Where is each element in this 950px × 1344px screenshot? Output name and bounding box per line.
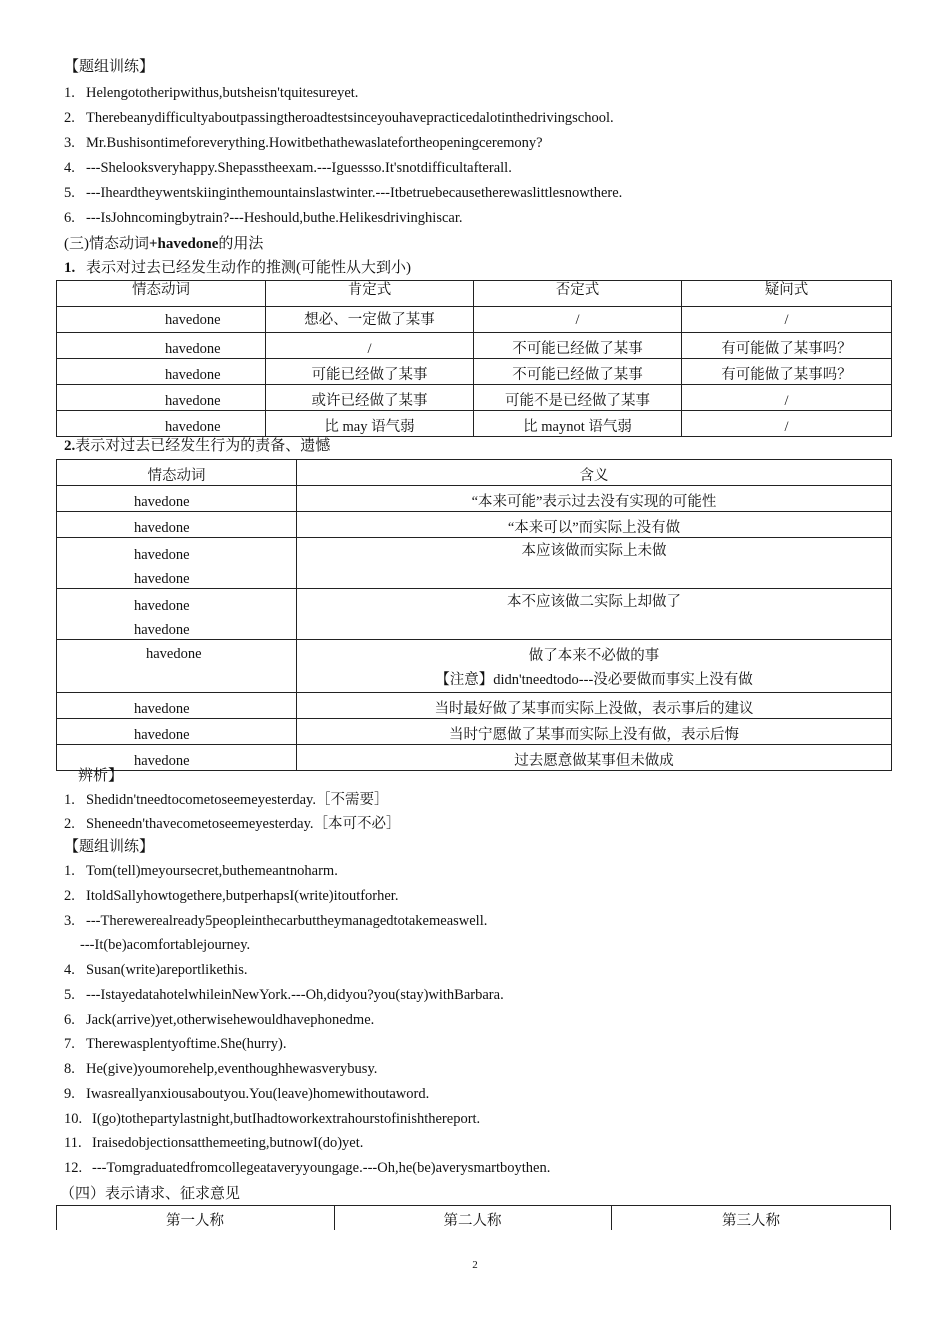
item-number: 2. (64, 110, 75, 126)
table-cell: havedone (57, 307, 266, 333)
item-number: 2. (64, 816, 75, 832)
table-cell: havedone (57, 745, 297, 771)
item-number: 4. (64, 962, 75, 978)
table-header-cell: 情态动词 (57, 460, 297, 486)
item-text: Shedidn'tneedtocometoseemeyesterday.［不需要］ (86, 792, 389, 808)
sub-heading-text: 表示对过去已经发生行为的责备、遗憾 (75, 438, 331, 454)
sub-heading-2 (64, 437, 330, 455)
item-text: Sheneedn'thavecometoseemeyesterday.［本可不必］ (86, 816, 401, 832)
list-item (64, 815, 401, 833)
table-cell (297, 640, 892, 693)
table-row (57, 512, 892, 538)
note-line: 【注意】didn'tneedtodo---没必要做而事实上没有做 (435, 672, 753, 688)
speculation-table (56, 280, 892, 437)
cell-line: havedone (134, 571, 190, 587)
item-number: 3. (64, 913, 75, 929)
list-item (64, 887, 398, 905)
cell-line: havedone (134, 547, 190, 563)
item-text: ---It(be)acomfortablejourney. (80, 937, 251, 953)
item-number: 2. (64, 888, 75, 904)
list-item (64, 1134, 363, 1152)
table-cell: 有可能做了某事吗？ (682, 359, 892, 385)
table-row (57, 719, 892, 745)
list-item (64, 1085, 429, 1103)
list-item (64, 184, 622, 202)
item-text: ItoldSallyhowtogethere,butperhapsI(write)itoutforher. (86, 888, 399, 904)
list-item (64, 1035, 287, 1053)
section-3-title-part: +havedone (149, 236, 219, 252)
analysis-title: 辨析】 (78, 768, 124, 784)
table-header-cell: 情态动词 (57, 281, 266, 307)
item-number: 1. (64, 85, 75, 101)
item-text: ---Therewerealready5peopleinthecarbuttheymanagedtotakemeaswell. (86, 913, 488, 929)
item-number: 6. (64, 1012, 75, 1028)
table-header-cell: 否定式 (474, 281, 682, 307)
list-item (64, 159, 512, 177)
table-row (57, 307, 892, 333)
list-item (64, 84, 358, 102)
list-item (64, 109, 614, 127)
table-cell: havedone (57, 512, 297, 538)
section-3-title-part: 的用法 (218, 236, 264, 252)
item-text: Therewasplentyoftime.She(hurry). (86, 1036, 287, 1052)
item-text: ---IsJohncomingbytrain?---Heshould,buthe.Helikesdrivinghiscar. (86, 210, 463, 226)
table-cell: / (266, 333, 474, 359)
table-cell: / (682, 385, 892, 411)
table-cell: / (682, 411, 892, 437)
item-text: Jack(arrive)yet,otherwisehewouldhavephonedme. (86, 1012, 375, 1028)
item-text: I(go)tothepartylastnight,butIhadtoworkextrahourstofinishthereport. (92, 1111, 481, 1127)
table-row (57, 693, 892, 719)
table-cell (57, 538, 297, 589)
table-header-cell: 疑问式 (682, 281, 892, 307)
table-cell: 当时宁愿做了某事而实际上没有做，表示后悔 (297, 719, 892, 745)
item-number: 12. (64, 1160, 83, 1176)
sub-heading-number: 1. (64, 260, 76, 276)
table-cell: havedone (57, 640, 297, 693)
table-cell: 不可能已经做了某事 (474, 333, 682, 359)
list-item (64, 1159, 550, 1177)
table-cell: / (474, 307, 682, 333)
page-number: 2 (472, 1259, 478, 1271)
item-number: 7. (64, 1036, 75, 1052)
table-header-cell: 肯定式 (266, 281, 474, 307)
table-cell: 可能不是已经做了某事 (474, 385, 682, 411)
table-cell: 本应该做而实际上未做 (297, 538, 892, 589)
table-row (57, 385, 892, 411)
table-row (57, 333, 892, 359)
table-header-cell: 第三人称 (722, 1213, 780, 1229)
table-cell: havedone (57, 411, 266, 437)
table-cell: “本来可以”而实际上没有做 (297, 512, 892, 538)
item-number: 4. (64, 160, 75, 176)
drill-1-title: 【题组训练】 (64, 59, 155, 75)
item-number: 11. (64, 1135, 82, 1151)
item-number: 9. (64, 1086, 75, 1102)
item-number: 8. (64, 1061, 75, 1077)
table-header-cell: 第一人称 (166, 1213, 224, 1229)
table-row (57, 411, 892, 437)
regret-table (56, 459, 892, 771)
item-text: ---IstayedatahotelwhileinNewYork.---Oh,didyou?you(stay)withBarbara. (86, 987, 504, 1003)
list-item (64, 1060, 377, 1078)
table-cell: havedone (57, 385, 266, 411)
item-text: Helengototheripwithus,butsheisn'tquitesureyet. (86, 85, 359, 101)
list-item (64, 1110, 480, 1128)
table-cell: havedone (57, 486, 297, 512)
list-item (64, 912, 487, 930)
list-item (64, 986, 504, 1004)
table-cell: 或许已经做了某事 (266, 385, 474, 411)
item-number: 1. (64, 863, 75, 879)
item-number: 10. (64, 1111, 83, 1127)
cell-line: havedone (134, 622, 190, 638)
table-cell: 想必、一定做了某事 (266, 307, 474, 333)
table-cell: havedone (57, 693, 297, 719)
table-header-row (57, 281, 892, 307)
section-3-title (64, 235, 263, 253)
table-cell: havedone (57, 333, 266, 359)
item-text: Tom(tell)meyoursecret,buthemeantnoharm. (86, 863, 338, 879)
item-text: He(give)youmorehelp,eventhoughhewasverybusy. (86, 1061, 378, 1077)
drill-2-title: 【题组训练】 (64, 839, 155, 855)
item-number: 1. (64, 792, 75, 808)
item-number: 5. (64, 185, 75, 201)
table-row (57, 538, 892, 589)
table-cell: 比 maynot 语气弱 (474, 411, 682, 437)
table-cell: havedone (57, 359, 266, 385)
item-text: Therebeanydifficultyaboutpassingtheroadtestsinceyouhavepracticedalotinthedrivingschool. (86, 110, 614, 126)
item-text: Iraisedobjectionsatthemeeting,butnowI(do)yet. (92, 1135, 364, 1151)
sub-heading-number: 2. (64, 438, 76, 454)
item-number: 3. (64, 135, 75, 151)
table-cell: 当时最好做了某事而实际上没做，表示事后的建议 (297, 693, 892, 719)
table-cell: 过去愿意做某事但未做成 (297, 745, 892, 771)
table-cell: 比 may 语气弱 (266, 411, 474, 437)
list-item (64, 862, 338, 880)
table-row (57, 486, 892, 512)
table-row (57, 745, 892, 771)
table-cell: havedone (57, 719, 297, 745)
list-item (64, 134, 543, 152)
table-cell: “本来可能”表示过去没有实现的可能性 (297, 486, 892, 512)
list-item (64, 961, 247, 979)
item-text: ---Tomgraduatedfromcollegeataveryyoungage.---Oh,he(be)averysmartboythen. (92, 1160, 551, 1176)
item-number: 5. (64, 987, 75, 1003)
item-text: Iwasreallyanxiousaboutyou.You(leave)homewithoutaword. (86, 1086, 430, 1102)
table-header-cell: 第二人称 (443, 1213, 502, 1229)
table-header-row (57, 460, 892, 486)
table-cell: 本不应该做二实际上却做了 (297, 589, 892, 640)
item-text: Susan(write)areportlikethis. (86, 962, 248, 978)
sub-heading-text: 表示对过去已经发生动作的推测(可能性从大到小) (86, 260, 411, 276)
cell-line: havedone (134, 598, 190, 614)
item-text: ---Iheardtheywentskiinginthemountainslastwinter.---Itbetruebecausetherewaslittlesnowthere. (86, 185, 623, 201)
section-3-title-part: (三)情态动词 (64, 236, 149, 252)
table-row (57, 589, 892, 640)
item-text: ---Shelooksveryhappy.Shepasstheexam.---Iguessso.It'snotdifficultafterall. (86, 160, 512, 176)
table-row (57, 359, 892, 385)
list-item (64, 791, 388, 809)
table-cell: 可能已经做了某事 (266, 359, 474, 385)
table-cell: 不可能已经做了某事 (474, 359, 682, 385)
section-4-title: （四）表示请求、征求意见 (60, 1186, 241, 1202)
item-number: 6. (64, 210, 75, 226)
table-row (57, 640, 892, 693)
table-cell: / (682, 307, 892, 333)
table-header-cell: 含义 (297, 460, 892, 486)
cell-line: 做了本来不必做的事 (528, 648, 660, 664)
sub-heading-1 (64, 259, 411, 277)
table-cell (57, 589, 297, 640)
table-cell: 有可能做了某事吗？ (682, 333, 892, 359)
list-item (80, 936, 250, 954)
item-text: Mr.Bushisontimeforeverything.Howitbethathewaslatefortheopeningceremony? (86, 135, 543, 151)
list-item (64, 1011, 374, 1029)
list-item (64, 209, 463, 227)
request-table (56, 1205, 891, 1230)
